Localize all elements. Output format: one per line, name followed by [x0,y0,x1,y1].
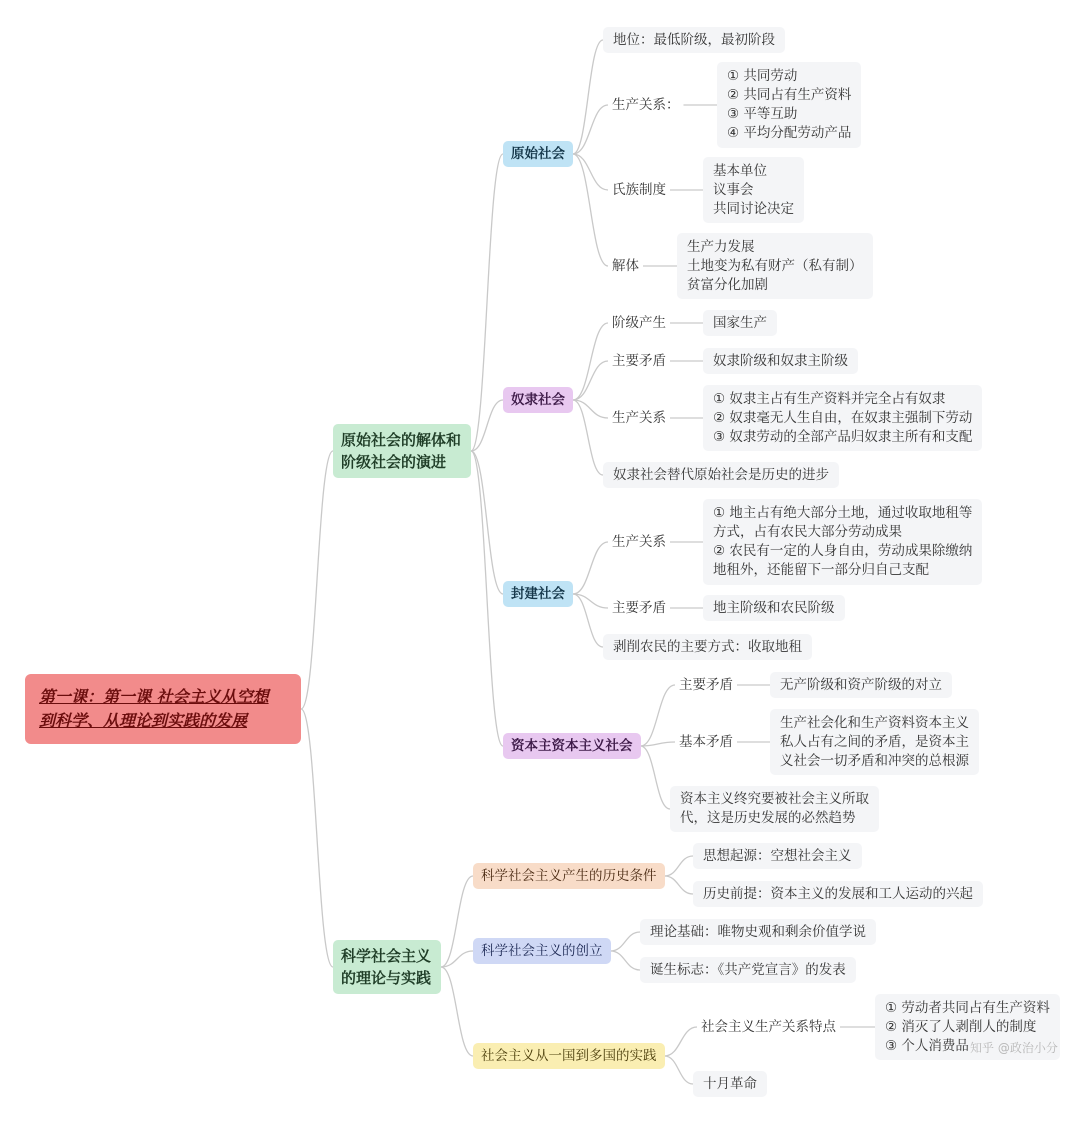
capitalist-contradiction-value[interactable] [770,672,952,698]
list-item: 方式，占有农民大部分劳动成果 [713,524,902,540]
feudal-contradiction-label-text: 主要矛盾 [612,599,666,616]
branch2-line2: 的理论与实践 [341,969,432,987]
socialist-relations-label[interactable] [697,1017,840,1037]
feudal-contradiction-label[interactable] [608,598,670,618]
primitive-status[interactable] [603,27,785,53]
ideological-origin[interactable] [693,843,862,869]
connector-branch-primitive-to-class-society-to-topic-capitalist-society [471,451,503,746]
list-item: ② 消灭了人剥削人的制度 [885,1018,1037,1035]
theoretical-basis-text: 理论基础：唯物史观和剩余价值学说 [650,923,866,940]
connector-topic-founding-of-scientific-socialism-to-theoretical-basis [611,932,641,951]
connector-topic-feudal-society-to-feudal-contradiction-label [573,594,608,608]
connector-topic-slave-society-to-class-origin-label [573,323,608,400]
historical-premise-text: 历史前提：资本主义的发展和工人运动的兴起 [703,885,973,902]
primitive-status-text: 地位：最低阶级，最初阶段 [613,31,775,48]
list-item: 基本单位 [713,162,767,179]
connector-topic-primitive-society-to-primitive-relations-label [573,105,608,154]
root-topic[interactable] [25,674,301,744]
primitive-relations-label-text: 生产关系： [612,96,680,113]
ideological-origin-text: 思想起源：空想社会主义 [703,847,852,864]
connector-root-topic-to-branch-scientific-socialism [301,709,333,967]
connector-topic-capitalist-society-to-capitalist-trend [641,746,671,809]
list-item: 地租外，还能留下一部分归自己支配 [713,562,929,578]
topic-capitalist-society-label: 资本主资本主义社会 [511,737,633,754]
list-item: ① 劳动者共同占有生产资料 [885,999,1050,1016]
list-item: ③ 平等互助 [727,106,798,122]
collapse-list[interactable] [677,233,873,299]
slave-contradiction-value-text: 奴隶阶级和奴隶主阶级 [713,352,848,369]
branch1-line1: 原始社会的解体和 [341,431,462,449]
list-item: 义社会一切矛盾和冲突的总根源 [780,752,969,769]
theoretical-basis[interactable] [640,919,876,945]
clan-system-label-text: 氏族制度 [612,181,666,198]
clan-system-list[interactable] [703,157,804,223]
topic-feudal-society-label: 封建社会 [511,585,565,602]
connector-topic-primitive-society-to-primitive-status [573,40,603,154]
topic-historical-conditions[interactable] [473,863,665,889]
list-item: ④ 平均分配劳动产品 [727,125,852,141]
class-origin-label-text: 阶级产生 [612,314,666,331]
connector-topic-slave-society-to-slave-contradiction-label [573,361,608,400]
list-item: 私人占有之间的矛盾，是资本主 [780,733,969,750]
connector-topic-socialist-practice-to-october-revolution [665,1056,694,1084]
connector-root-topic-to-branch-primitive-to-class-society [301,451,333,709]
connector-topic-founding-of-scientific-socialism-to-birth-marker [611,951,641,970]
connector-branch-scientific-socialism-to-topic-founding-of-scientific-socialism [441,951,473,967]
capitalist-contradiction-label-text: 主要矛盾 [679,676,733,693]
feudal-contradiction-value[interactable] [703,595,845,621]
capitalist-trend[interactable] [670,786,879,832]
list-item: ① 地主占有绝大部分土地，通过收取地租等 [713,505,973,521]
watermark: 知乎 @政治小分 [970,1041,1058,1055]
branch-scientific-socialism[interactable] [333,940,441,994]
slave-contradiction-label[interactable] [608,351,670,371]
socialist-relations-label-text: 社会主义生产关系特点 [701,1018,836,1035]
feudal-exploitation[interactable] [603,634,812,660]
capitalist-contradiction-value-text: 无产阶级和资产阶级的对立 [780,676,942,693]
primitive-relations-label[interactable] [608,95,684,115]
topic-slave-society-label: 奴隶社会 [511,391,565,408]
slave-relations-label-text: 生产关系 [612,409,666,426]
connector-topic-slave-society-to-slave-relations-label [573,400,608,418]
feudal-relations-label[interactable] [608,532,670,552]
connector-branch-primitive-to-class-society-to-topic-feudal-society [471,451,503,594]
list-item: ② 共同占有生产资料 [727,87,852,103]
clan-system-label[interactable] [608,180,670,200]
root-topic-line2: 到科学、从理论到实践的发展 [39,711,248,730]
slave-relations-label[interactable] [608,408,670,428]
class-origin-value-text: 国家生产 [713,314,767,331]
list-item: ① 奴隶主占有生产资料并完全占有奴隶 [713,390,946,407]
slave-progress-text: 奴隶社会替代原始社会是历史的进步 [613,466,829,483]
connector-topic-feudal-society-to-feudal-exploitation [573,594,603,647]
connector-branch-primitive-to-class-society-to-topic-slave-society [471,400,503,451]
basic-contradiction-label[interactable] [675,732,737,752]
topic-founding-label: 科学社会主义的创立 [481,942,603,959]
connector-topic-capitalist-society-to-basic-contradiction-label [641,742,676,746]
october-revolution[interactable] [693,1071,767,1097]
connector-branch-scientific-socialism-to-topic-historical-conditions [441,876,473,967]
collapse-label[interactable] [608,256,643,276]
slave-contradiction-value[interactable] [703,348,858,374]
list-item: ③ 个人消费品 [885,1037,969,1054]
list-item: 贫富分化加剧 [687,276,768,293]
topic-slave-society[interactable] [503,387,573,413]
feudal-relations-label-text: 生产关系 [612,533,666,550]
connector-topic-socialist-practice-to-socialist-relations-label [665,1027,698,1056]
feudal-exploitation-text: 剥削农民的主要方式：收取地租 [613,638,802,655]
birth-marker-text: 诞生标志：《共产党宣言》的发表 [650,961,846,978]
connector-topic-feudal-society-to-feudal-relations-label [573,542,608,594]
connector-branch-scientific-socialism-to-topic-socialist-practice [441,967,473,1056]
topic-primitive-society-label: 原始社会 [511,145,565,162]
list-item: ② 农民有一定的人身自由，劳动成果除缴纳 [713,543,973,559]
topic-socialist-practice[interactable] [473,1043,665,1069]
slave-contradiction-label-text: 主要矛盾 [612,352,666,369]
basic-contradiction-list[interactable] [770,709,979,775]
list-item: 土地变为私有财产（私有制） [687,257,863,274]
topic-feudal-society[interactable] [503,581,573,607]
birth-marker[interactable] [640,957,856,983]
topic-historical-conditions-label: 科学社会主义产生的历史条件 [481,867,657,884]
slave-progress[interactable] [603,462,839,488]
class-origin-value[interactable] [703,310,777,336]
connector-topic-capitalist-society-to-capitalist-contradiction-label [641,685,676,746]
list-item: 生产社会化和生产资料资本主义 [780,714,969,731]
connector-topic-primitive-society-to-collapse-label [573,154,608,266]
topic-capitalist-society[interactable] [503,733,641,759]
list-item: ① 共同劳动 [727,68,798,84]
topic-founding-of-scientific-socialism[interactable] [473,938,611,964]
topic-socialist-practice-label: 社会主义从一国到多国的实践 [481,1047,657,1064]
topic-primitive-society[interactable] [503,141,573,167]
feudal-relations-list[interactable] [703,499,982,585]
october-revolution-text: 十月革命 [703,1075,757,1092]
list-item: 议事会 [713,181,754,198]
slave-relations-list[interactable] [703,385,982,451]
list-item: ② 奴隶毫无人生自由，在奴隶主强制下劳动 [713,409,973,426]
list-item: 共同讨论决定 [713,200,794,217]
capitalist-contradiction-label[interactable] [675,675,737,695]
feudal-contradiction-value-text: 地主阶级和农民阶级 [713,599,835,616]
basic-contradiction-label-text: 基本矛盾 [679,733,733,750]
list-item: ③ 奴隶劳动的全部产品归奴隶主所有和支配 [713,428,973,445]
connector-topic-historical-conditions-to-historical-premise [665,876,694,894]
list-item: 生产力发展 [687,238,755,255]
connector-topic-historical-conditions-to-ideological-origin [665,856,694,876]
branch2-line1: 科学社会主义 [341,947,432,965]
branch-primitive-to-class-society[interactable] [333,424,471,478]
connector-topic-primitive-society-to-clan-system-label [573,154,608,190]
branch1-line2: 阶级社会的演进 [341,453,447,471]
primitive-relations-list[interactable] [717,62,861,148]
list-item: 代，这是历史发展的必然趋势 [680,810,856,826]
connector-topic-slave-society-to-slave-progress [573,400,603,475]
historical-premise[interactable] [693,881,983,907]
list-item: 资本主义终究要被社会主义所取 [680,791,869,807]
collapse-label-text: 解体 [612,257,639,274]
class-origin-label[interactable] [608,313,670,333]
connector-branch-primitive-to-class-society-to-topic-primitive-society [471,154,503,451]
root-topic-line1: 第一课：第一课 社会主义从空想 [39,687,269,706]
